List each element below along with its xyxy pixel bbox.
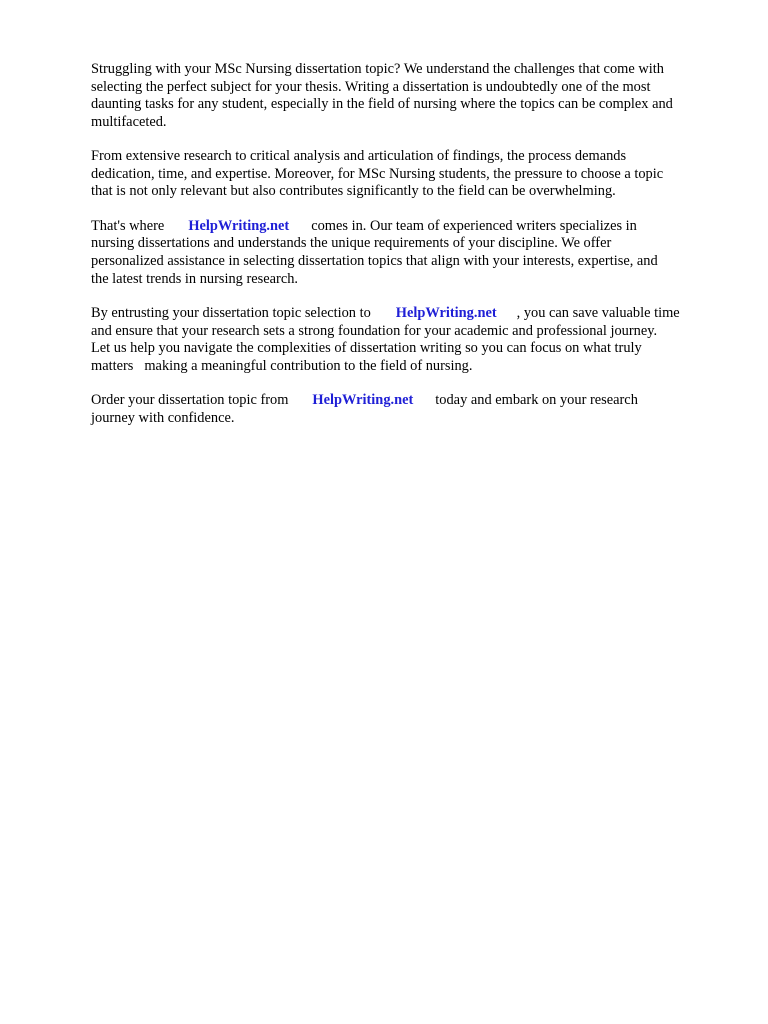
text-line xyxy=(91,218,731,236)
helpwriting-link[interactable]: HelpWriting.net xyxy=(312,392,414,409)
text-segment: That's where xyxy=(91,217,165,234)
text-segment: today and embark on your research xyxy=(435,392,638,409)
text-segment: , you can save valuable time xyxy=(516,304,680,321)
text-line: nursing dissertations and understands the unique requirements of your discipline. We offer xyxy=(91,235,612,252)
helpwriting-link[interactable]: HelpWriting.net xyxy=(188,217,290,234)
document-body xyxy=(91,61,731,444)
text-line: journey with confidence. xyxy=(91,409,235,426)
text-segment: By entrusting your dissertation topic selection to xyxy=(91,304,371,321)
paragraph-call-to-action xyxy=(91,392,731,427)
text-line xyxy=(91,392,731,410)
text-segment: making a meaningful contribution to the field of nursing. xyxy=(144,357,473,374)
paragraph-process xyxy=(91,148,731,201)
text-line: selecting the perfect subject for your thesis. Writing a dissertation is undoubtedly one of the most xyxy=(91,78,651,95)
text-line: From extensive research to critical analysis and articulation of findings, the process demands xyxy=(91,148,627,165)
helpwriting-link[interactable]: HelpWriting.net xyxy=(395,304,497,321)
text-segment: matters xyxy=(91,357,134,374)
text-line: Struggling with your MSc Nursing dissertation topic? We understand the challenges that come with xyxy=(91,61,664,77)
text-line: the latest trends in nursing research. xyxy=(91,270,298,287)
paragraph-benefits xyxy=(91,305,731,375)
text-segment: comes in. Our team of experienced writers specializes in xyxy=(311,217,637,234)
text-line xyxy=(91,305,731,323)
text-line: multifaceted. xyxy=(91,113,167,130)
text-line: dedication, time, and expertise. Moreover, for MSc Nursing students, the pressure to choose a topic xyxy=(91,165,664,182)
text-line xyxy=(91,358,731,376)
text-segment: Order your dissertation topic from xyxy=(91,392,289,409)
text-line: daunting tasks for any student, especially in the field of nursing where the topics can be complex and xyxy=(91,96,673,113)
paragraph-intro xyxy=(91,61,731,131)
text-line: Let us help you navigate the complexities of dissertation writing so you can focus on what truly xyxy=(91,340,642,357)
paragraph-service xyxy=(91,218,731,288)
text-line: and ensure that your research sets a strong foundation for your academic and professional journey. xyxy=(91,322,658,339)
text-line: personalized assistance in selecting dissertation topics that align with your interests, expertise, and xyxy=(91,252,658,269)
text-line: that is not only relevant but also contributes significantly to the field can be overwhelming. xyxy=(91,183,616,200)
